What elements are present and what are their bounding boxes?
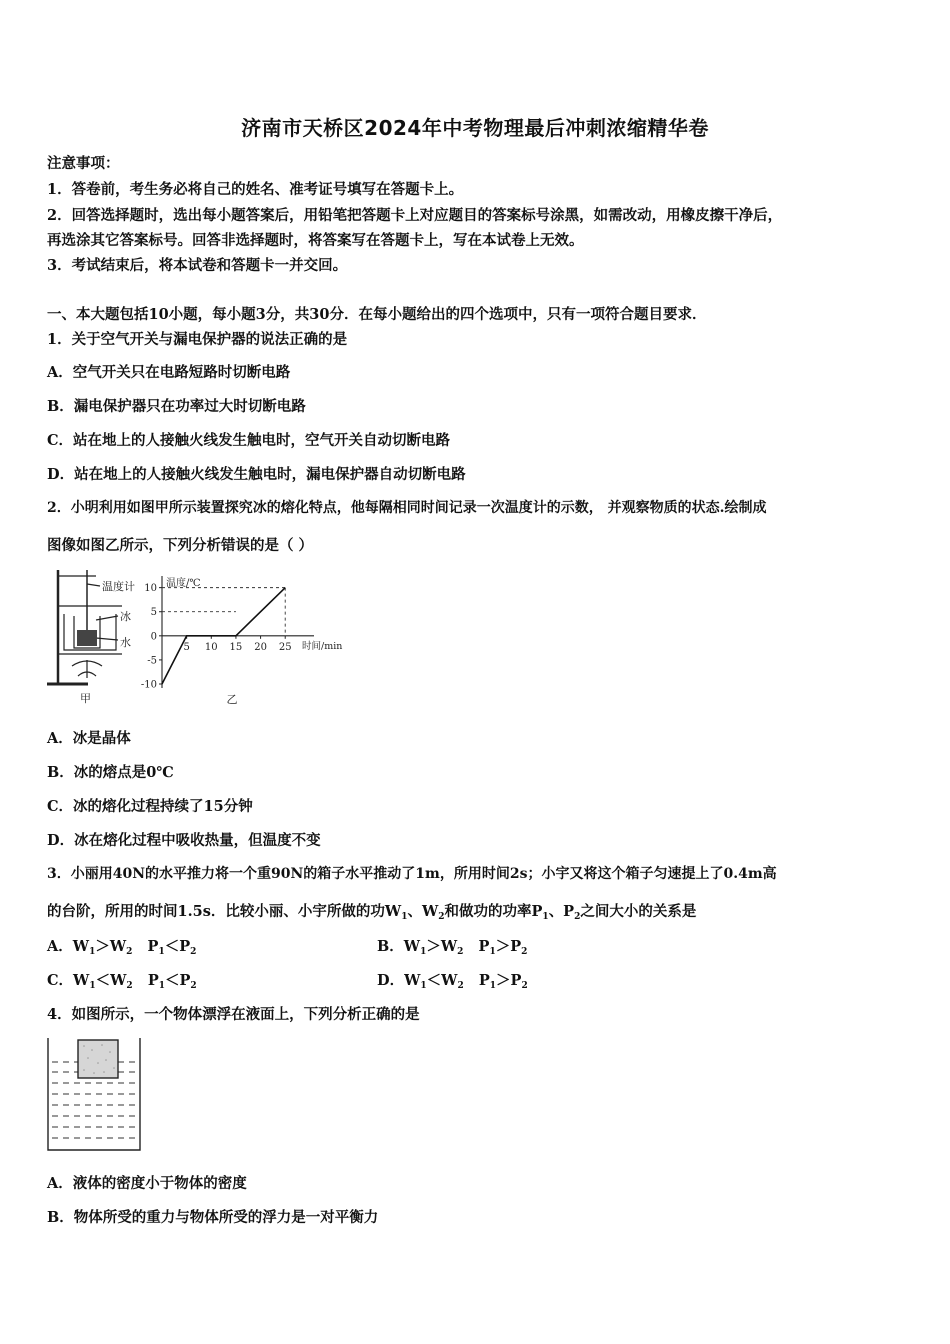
melting-chart (140, 572, 355, 707)
page-title: 济南市天桥区2024年中考物理最后冲刺浓缩精华卷 (241, 116, 709, 140)
q2-option-a: A．冰是晶体 (47, 730, 131, 747)
q1-option-b: B．漏电保护器只在功率过大时切断电路 (47, 398, 306, 415)
y-tick-label: 0 (150, 631, 157, 643)
x-tick-label: 25 (278, 641, 292, 653)
notice-item-3: 3．考试结束后，将本试卷和答题卡一并交回。 (47, 257, 348, 274)
x-tick-label: 20 (254, 641, 267, 653)
thermometer-label: 温度计 (102, 580, 135, 593)
ice-label: 冰 (120, 610, 131, 623)
floating-block-figure (44, 1036, 144, 1154)
q3-option-a: A．$W_1>W_2$ $P_1<P_2$ (47, 938, 197, 957)
q4-option-a: A．液体的密度小于物体的密度 (47, 1175, 247, 1192)
x-tick-label: 10 (204, 641, 218, 653)
q3-option-b: B．$W_1>W_2$ $P_1>P_2$ (377, 938, 528, 957)
y-tick-label: 5 (150, 607, 157, 619)
q1-option-d: D．站在地上的人接触火线发生触电时，漏电保护器自动切断电路 (47, 466, 466, 483)
x-axis-label: 时间/min (302, 640, 343, 652)
y-axis-label: 温度/℃ (166, 578, 201, 589)
q2-option-c: C．冰的熔化过程持续了15分钟 (47, 798, 253, 815)
notice-item-1: 1．答卷前，考生务必将自己的姓名、准考证号填写在答题卡上。 (47, 181, 464, 198)
q3-stem-line1: 3．小丽用40N的水平推力将一个重90N的箱子水平推动了1m，所用时间2s；小宇又将这个箱子匀速提上了0.4m高 (47, 866, 777, 882)
q4-stem: 4．如图所示，一个物体漂浮在液面上，下列分析正确的是 (47, 1006, 420, 1023)
y-tick-label: -10 (140, 679, 157, 691)
q2-option-b: B．冰的熔点是0℃ (47, 764, 174, 781)
water-label: 水 (120, 636, 131, 649)
q2-stem-line1: 2．小明利用如图甲所示装置探究冰的熔化特点，他每隔相同时间记录一次温度计的示数， 并观察物质的状态.绘制成 (47, 500, 767, 516)
q3-option-d: D．$W_1<W_2$ $P_1>P_2$ (377, 972, 528, 991)
apparatus-caption: 甲 (80, 692, 91, 705)
notice-heading: 注意事项： (47, 155, 120, 172)
chart-caption: 乙 (226, 693, 238, 706)
x-tick-label: 5 (183, 641, 190, 653)
y-tick-label: -5 (147, 655, 157, 667)
q1-option-a: A．空气开关只在电路短路时切断电路 (47, 364, 291, 381)
q4-option-b: B．物体所受的重力与物体所受的浮力是一对平衡力 (47, 1209, 379, 1226)
notice-item-2-cont: 再选涂其它答案标号。回答非选择题时，将答案写在答题卡上，写在本试卷上无效。 (47, 232, 584, 249)
notice-item-2: 2．回答选择题时，选出每小题答案后，用铅笔把答题卡上对应题目的答案标号涂黑，如需改动，用橡皮擦干净后， (47, 207, 783, 224)
q2-stem-line2: 图像如图乙所示，下列分析错误的是（ ） (47, 537, 314, 554)
q1-stem: 1．关于空气开关与漏电保护器的说法正确的是 (47, 331, 348, 348)
q2-option-d: D．冰在熔化过程中吸收热量，但温度不变 (47, 832, 321, 849)
q3-option-c: C．$W_1<W_2$ $P_1<P_2$ (47, 972, 197, 991)
q3-stem-line2: 的台阶，所用的时间1.5s．比较小丽、小宇所做的功$W_1$、$W_2$和做功的功率$P_1$、$P_2$之间大小的关系是 (47, 903, 697, 922)
section-heading: 一、本大题包括10小题，每小题3分，共30分．在每小题给出的四个选项中，只有一项符合题目要求． (47, 306, 707, 323)
y-tick-label: 10 (144, 583, 157, 595)
x-tick-label: 15 (229, 641, 243, 653)
apparatus-figure (44, 566, 154, 706)
q1-option-c: C．站在地上的人接触火线发生触电时，空气开关自动切断电路 (47, 432, 451, 449)
